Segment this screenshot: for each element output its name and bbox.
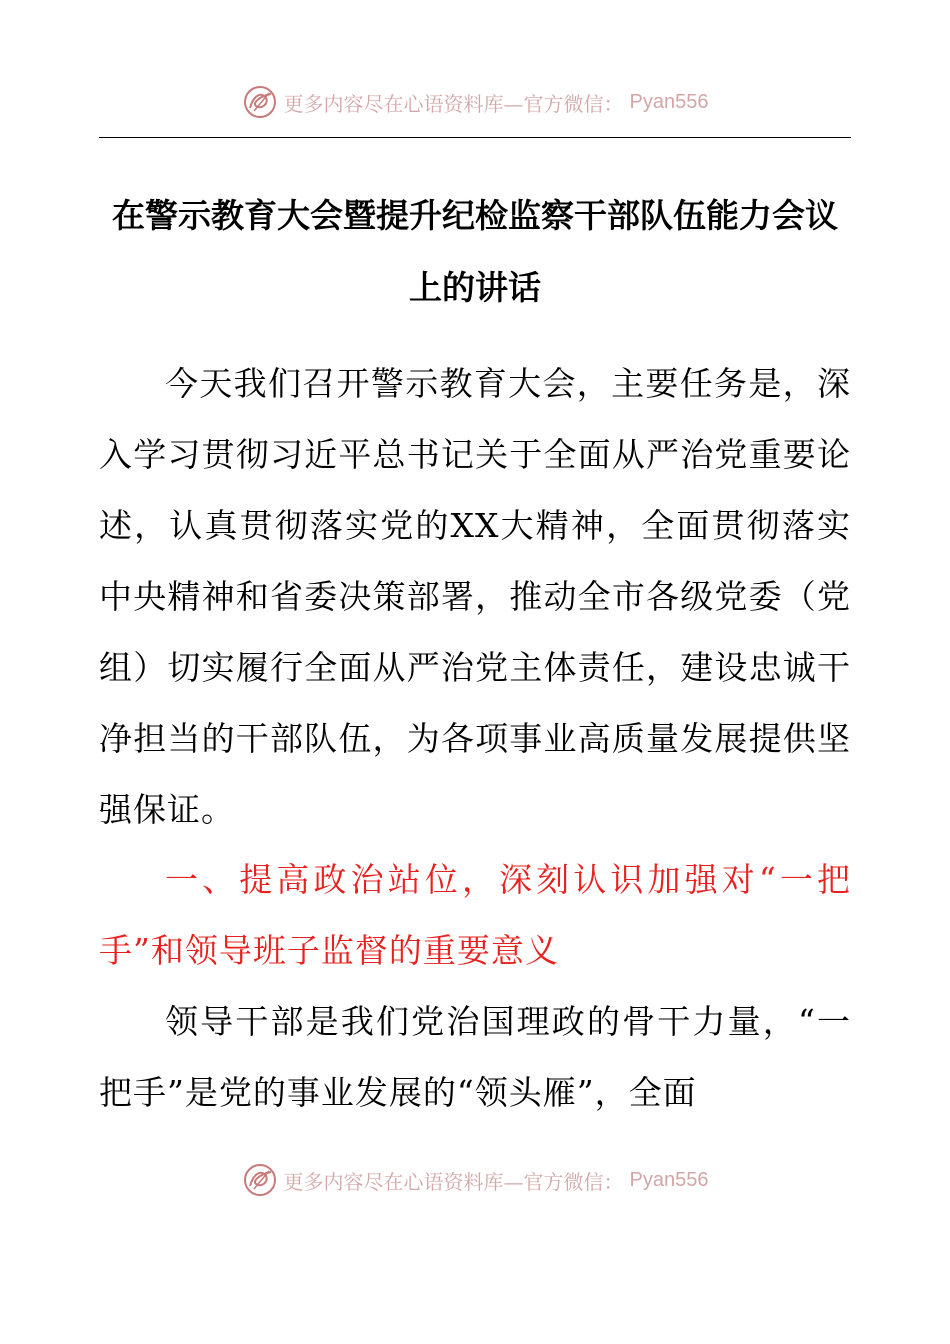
watermark-text: 更多内容尽在心语资料库—官方微信： [283,1169,624,1194]
watermark-wechat-id: Pyan556 [629,90,709,113]
paragraph-section-1: 领导干部是我们党治国理政的骨干力量，“一把手”是党的事业发展的“领头雁”，全面 [99,1002,851,1112]
footer-watermark [0,1162,950,1198]
section-heading-1: 一、提高政治站位，深刻认识加强对“一把手”和领导班子监督的重要意义 [99,860,851,970]
watermark-wechat-id: Pyan556 [629,1168,709,1191]
paragraph-intro: 今天我们召开警示教育大会，主要任务是，深入学习贯彻习近平总书记关于全面从严治党重要论述，认真贯彻落实党的XX大精神，全面贯彻落实中央精神和省委决策部署，推动全市各级党委（党组）切实履行全面从严治党主体责任，建设忠诚干净担当的干部队伍，为各项事业高质量发展提供坚强保证。 [99,364,851,829]
header-divider [99,137,851,138]
signature-logo-icon [242,1162,278,1198]
watermark-text: 更多内容尽在心语资料库—官方微信： [283,91,624,116]
signature-logo-icon [242,84,278,120]
document-title: 在警示教育大会暨提升纪检监察干部队伍能力会议上的讲话 [112,196,838,307]
header-watermark [0,84,950,120]
